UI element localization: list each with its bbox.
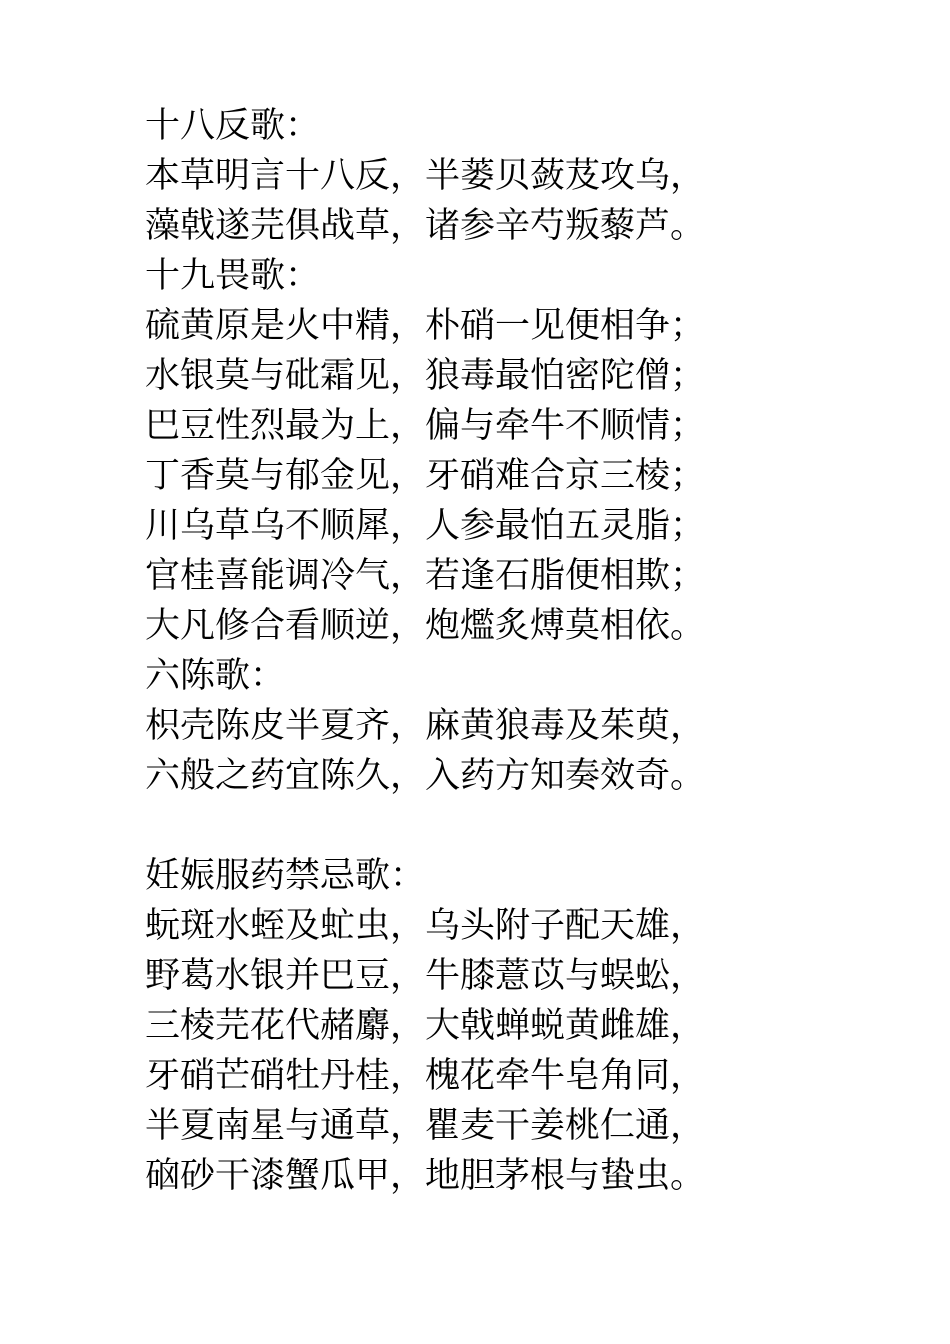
verse-line: 六般之药宜陈久，入药方知奏效奇。 xyxy=(145,756,706,796)
verse-line: 官桂喜能调冷气，若逢石脂便相欺； xyxy=(145,556,706,596)
section-shibafan xyxy=(145,101,845,251)
section-renshen xyxy=(145,851,845,1201)
section-title: 十九畏歌： xyxy=(145,256,321,296)
verse-line: 牙硝芒硝牡丹桂，槐花牵牛皂角同， xyxy=(145,1056,706,1096)
section-title: 妊娠服药禁忌歌： xyxy=(145,856,426,896)
verse-line: 藻戟遂芫俱战草，诸参辛芍叛藜芦。 xyxy=(145,206,706,246)
verse-line: 硇砂干漆蟹瓜甲，地胆茅根与蛰虫。 xyxy=(145,1156,706,1196)
verse-line: 川乌草乌不顺犀，人参最怕五灵脂； xyxy=(145,506,706,546)
document-body xyxy=(145,101,845,1201)
verse-line: 三棱芫花代赭麝，大戟蝉蜕黄雌雄， xyxy=(145,1006,706,1046)
verse-line: 丁香莫与郁金见，牙硝难合京三棱； xyxy=(145,456,706,496)
verse-line: 半夏南星与通草，瞿麦干姜桃仁通， xyxy=(145,1106,706,1146)
verse-line: 枳壳陈皮半夏齐，麻黄狼毒及茱萸， xyxy=(145,706,706,746)
section-title: 十八反歌： xyxy=(145,106,321,146)
blank-line xyxy=(145,801,845,851)
verse-line: 野葛水银并巴豆，牛膝薏苡与蜈蚣， xyxy=(145,956,706,996)
section-title: 六陈歌： xyxy=(145,656,286,696)
verse-line: 水银莫与砒霜见，狼毒最怕密陀僧； xyxy=(145,356,706,396)
verse-line: 硫黄原是火中精，朴硝一见便相争； xyxy=(145,306,706,346)
section-shijiuwei xyxy=(145,251,845,651)
verse-line: 巴豆性烈最为上，偏与牵牛不顺情； xyxy=(145,406,706,446)
section-liuchen xyxy=(145,651,845,801)
verse-line: 蚖斑水蛭及虻虫，乌头附子配天雄， xyxy=(145,906,706,946)
verse-line: 本草明言十八反，半蒌贝蔹芨攻乌， xyxy=(145,156,706,196)
verse-line: 大凡修合看顺逆，炮爁炙煿莫相依。 xyxy=(145,606,706,646)
